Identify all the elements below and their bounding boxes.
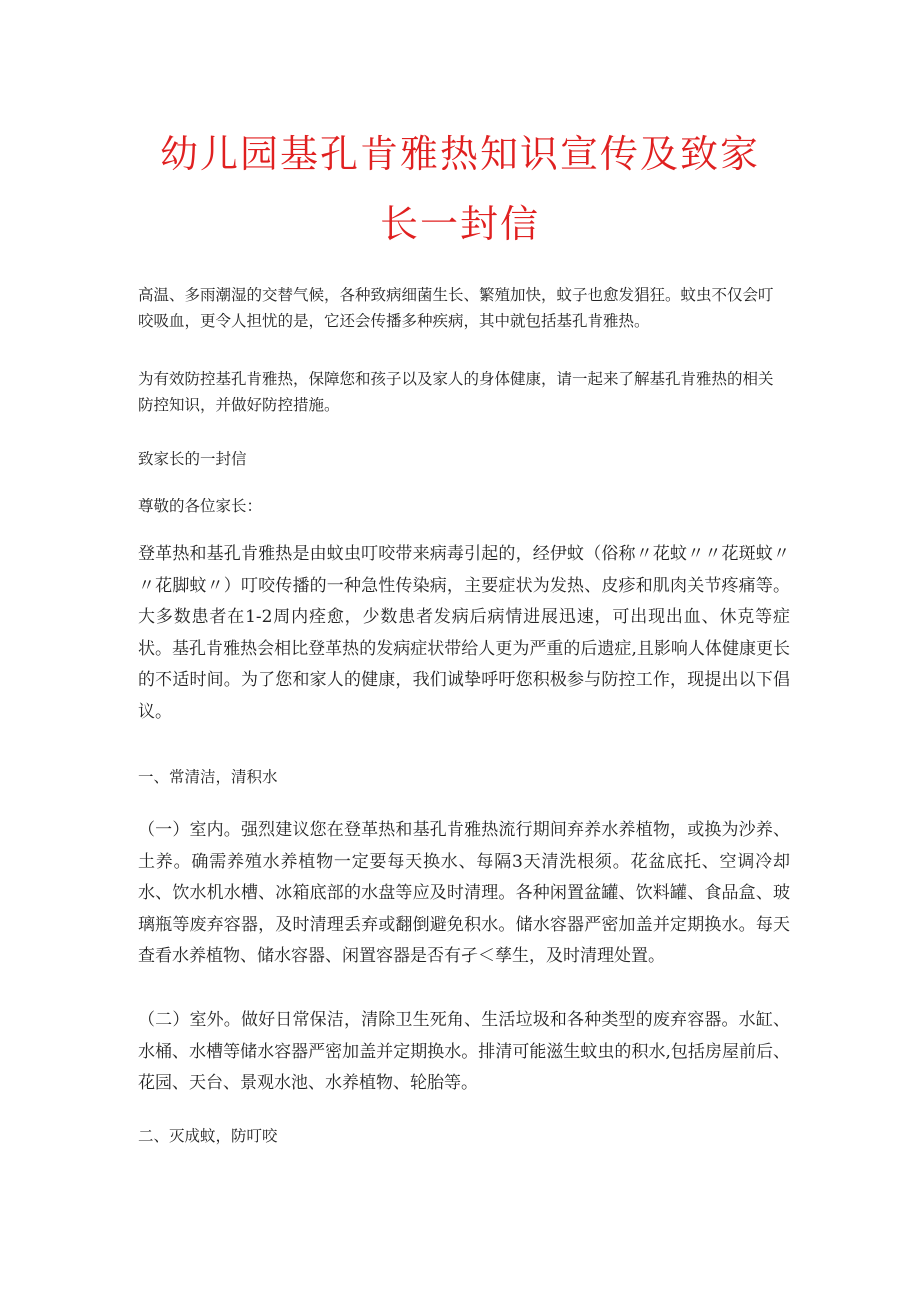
section-1-heading: 一、常清洁，清积水 — [138, 768, 278, 786]
title-line-1: 幼儿园基孔肯雅热知识宣传及致家 — [159, 132, 760, 176]
intro-paragraph-1: 高温、多雨潮湿的交替气候，各种致病细菌生长、繁殖加快，蚊子也愈发猖狂。蚊虫不仅会叮咬吸血，更令人担忧的是，它还会传播多种疾病，其中就包括基孔肯雅热。 — [138, 286, 774, 330]
section-1-outdoor-paragraph: （二）室外。做好日常保洁，清除卫生死角、生活垃圾和各种类型的废弃容器。水缸、水桶、水槽等储水容器严密加盖并定期换水。排清可能滋生蚊虫的积水,包括房屋前后、花园、天台、景观水池、水养植物、轮胎等。 — [138, 1010, 790, 1093]
letter-subtitle: 致家长的一封信 — [138, 450, 247, 468]
greeting: 尊敬的各位家长： — [138, 497, 263, 515]
title-line-2: 长一封信 — [379, 202, 540, 246]
section-1-indoor-paragraph: （一）室内。强烈建议您在登革热和基孔肯雅热流行期间弃养水养植物，或换为沙养、土养。确需养殖水养植物一定要每天换水、每隔3天清洗根须。花盆底托、空调冷却水、饮水机水槽、冰箱底部的水盘等应及时清理。各种闲置盆罐、饮料罐、食品盒、玻璃瓶等废弃容器，及时清理丢弃或翻倒避免积水。储水容器严密加盖并定期换水。每天查看水养植物、储水容器、闲置容器是否有孑＜孳生，及时清理处置。 — [138, 820, 790, 966]
intro-paragraph-2: 为有效防控基孔肯雅热，保障您和孩子以及家人的身体健康，请一起来了解基孔肯雅热的相关防控知识，并做好防控措施。 — [138, 370, 774, 414]
section-2-heading: 二、灭成蚊，防叮咬 — [138, 1127, 278, 1145]
body-paragraph-1: 登革热和基孔肯雅热是由蚊虫叮咬带来病毒引起的，经伊蚊（俗称〃花蚊〃〃花斑蚊〃〃花脚蚊〃）叮咬传播的一种急性传染病，主要症状为发热、皮疹和肌肉关节疼痛等。大多数患者在1-2周内痊愈，少数患者发病后病情进展迅速，可出现出血、休克等症状。基孔肯雅热会相比登革热的发病症状带给人更为严重的后遗症,且影响人体健康更长的不适时间。为了您和家人的健康，我们诚挚呼吁您积极参与防控工作，现提出以下倡议。 — [138, 544, 790, 722]
